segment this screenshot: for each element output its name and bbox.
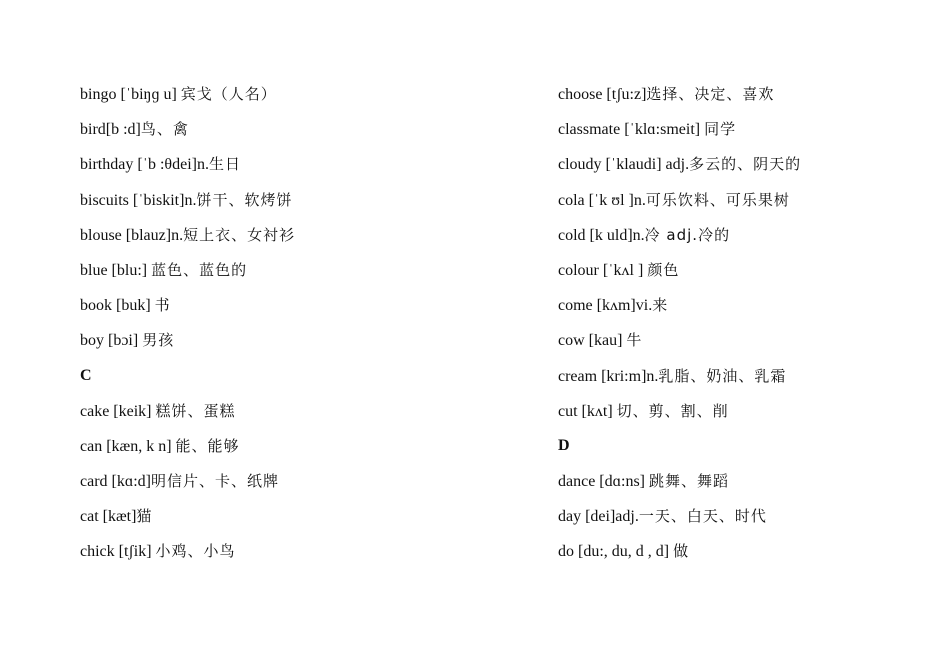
word-phonetic: bird[b :d]	[80, 121, 141, 139]
word-entry	[80, 397, 520, 432]
section-letter-heading	[80, 362, 520, 397]
word-phonetic: blue [blu:]	[80, 261, 152, 279]
word-phonetic: can [kæn, k n]	[80, 437, 176, 455]
word-meaning: 生日	[208, 155, 241, 174]
word-entry	[80, 80, 520, 115]
word-meaning: 男孩	[142, 331, 175, 350]
word-meaning: 颜色	[647, 260, 680, 279]
word-entry	[80, 467, 520, 502]
word-meaning: 多云的、阴天的	[689, 155, 802, 174]
word-entry	[558, 397, 938, 432]
word-meaning: 鸟、禽	[140, 120, 189, 139]
right-word-column	[558, 80, 938, 573]
word-entry	[80, 502, 520, 537]
word-meaning: 做	[673, 542, 690, 561]
word-phonetic: come [kʌm]vi.	[558, 297, 653, 315]
word-meaning: 能、能够	[175, 436, 240, 455]
word-entry	[80, 150, 520, 185]
word-phonetic: cola [ˈk ʊl ]n.	[558, 191, 646, 209]
word-entry	[558, 502, 938, 537]
word-meaning: 切、剪、割、削	[616, 401, 729, 420]
word-phonetic: do [du:, du, d , d]	[558, 543, 674, 561]
word-entry	[558, 326, 938, 361]
word-phonetic: colour [ˈkʌl ]	[558, 261, 648, 279]
word-phonetic: book [buk]	[80, 297, 155, 315]
word-meaning: 可乐饮料、可乐果树	[645, 190, 790, 209]
word-meaning: 猫	[136, 507, 153, 526]
word-entry	[558, 80, 938, 115]
word-meaning: 短上衣、女衬衫	[183, 225, 296, 244]
word-entry	[80, 256, 520, 291]
word-phonetic: day [dei]adj.	[558, 508, 639, 526]
word-phonetic: choose [tʃu:z]	[558, 86, 647, 103]
word-phonetic: cut [kʌt]	[558, 402, 617, 420]
word-entry	[80, 186, 520, 221]
word-meaning: 一天、白天、时代	[638, 507, 767, 526]
word-meaning: 饼干、软烤饼	[196, 190, 293, 209]
word-phonetic: cake [keik]	[80, 402, 156, 420]
word-meaning: 同学	[704, 120, 737, 139]
word-meaning: 冷 adj.冷的	[644, 225, 731, 244]
word-entry	[558, 221, 938, 256]
word-entry	[558, 537, 938, 572]
word-entry	[80, 291, 520, 326]
word-phonetic: birthday [ˈb :θdei]n.	[80, 156, 209, 174]
word-meaning: 乳脂、奶油、乳霜	[658, 366, 787, 385]
word-entry	[80, 326, 520, 361]
word-entry	[558, 150, 938, 185]
word-phonetic: cat [kæt]	[80, 508, 137, 526]
word-phonetic: biscuits [ˈbiskit]n.	[80, 191, 197, 209]
word-entry	[558, 186, 938, 221]
word-phonetic: blouse [blauz]n.	[80, 226, 184, 244]
word-phonetic: boy [bɔi]	[80, 332, 143, 350]
word-entry	[558, 291, 938, 326]
word-entry	[558, 467, 938, 502]
word-phonetic: card [kɑ:d]	[80, 473, 151, 491]
section-letter: C	[80, 366, 92, 384]
word-entry	[80, 537, 520, 572]
word-meaning: 小鸡、小鸟	[155, 542, 236, 561]
word-entry	[80, 115, 520, 150]
word-entry	[80, 221, 520, 256]
word-phonetic: cold [k uld]n.	[558, 226, 645, 244]
left-word-column	[80, 80, 520, 573]
word-phonetic: bingo [ˈbiŋɡ u]	[80, 86, 181, 103]
word-meaning: 明信片、卡、纸牌	[151, 472, 280, 491]
word-meaning: 书	[154, 296, 171, 315]
word-entry	[80, 432, 520, 467]
word-meaning: 来	[652, 296, 669, 315]
word-entry	[558, 115, 938, 150]
word-entry	[558, 362, 938, 397]
word-meaning: 宾戈（人名）	[180, 85, 277, 103]
word-phonetic: cow [kau]	[558, 332, 627, 350]
word-meaning: 牛	[626, 331, 643, 350]
word-meaning: 糕饼、蛋糕	[155, 401, 236, 420]
word-meaning: 蓝色、蓝色的	[151, 260, 248, 279]
word-meaning: 选择、决定、喜欢	[646, 85, 775, 103]
word-phonetic: dance [dɑ:ns]	[558, 473, 649, 491]
word-meaning: 跳舞、舞蹈	[649, 472, 730, 491]
word-phonetic: classmate [ˈklɑ:smeit]	[558, 121, 705, 139]
word-phonetic: cream [kri:m]n.	[558, 367, 659, 385]
word-phonetic: chick [tʃik]	[80, 543, 156, 561]
section-letter-heading	[558, 432, 938, 467]
section-letter: D	[558, 436, 570, 454]
word-entry	[558, 256, 938, 291]
word-phonetic: cloudy [ˈklaudi] adj.	[558, 156, 690, 174]
